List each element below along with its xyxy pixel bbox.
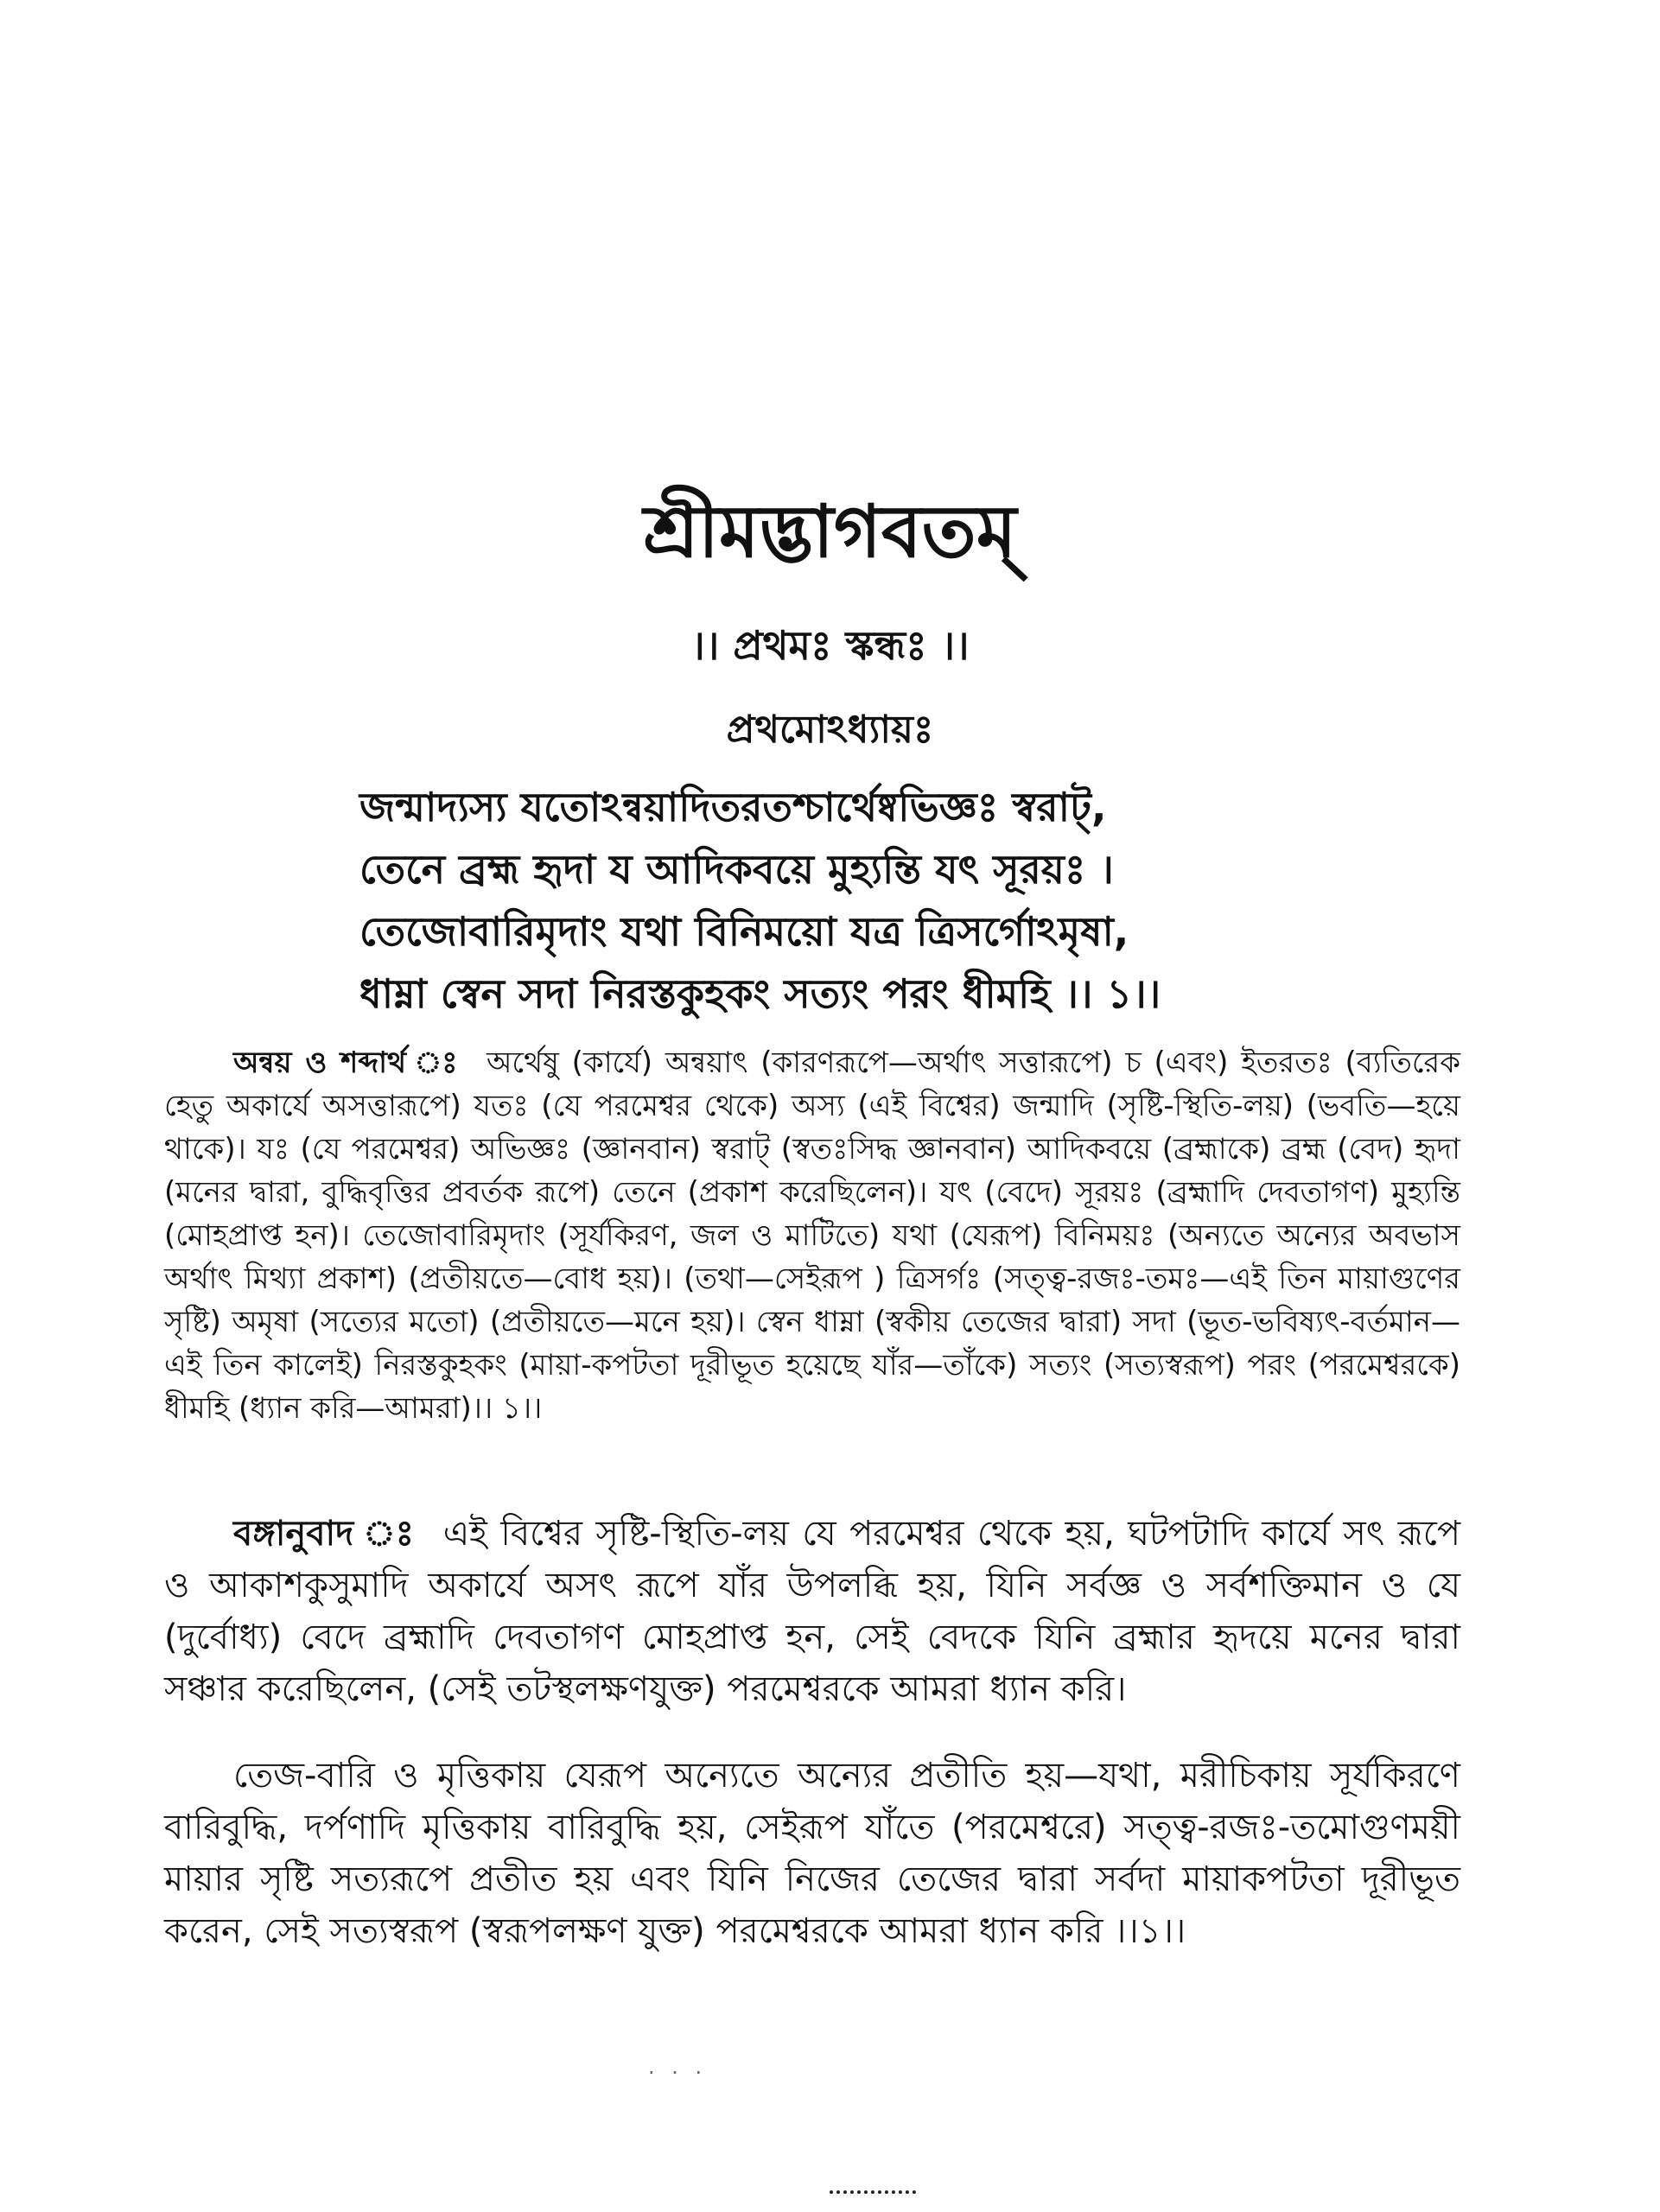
book-title: শ্রীমদ্ভাগবতম্: [643, 489, 1017, 574]
synonyms-paragraph: [164, 1041, 1460, 1430]
verse-line-4: ধাম্না স্বেন সদা নিরস্তকুহকং সত্যং পরং ধীমহি ।। ১।।: [359, 970, 1161, 1017]
synonyms-label: অন্বয় ও শব্দার্থ ঃ: [233, 1046, 461, 1080]
translation-paragraph-1: [164, 1508, 1460, 1715]
translation-label: বঙ্গানুবাদ ঃ: [233, 1514, 417, 1554]
chapter-heading: প্রথমোঽধ্যায়ঃ: [726, 708, 934, 752]
translation-text-1: এই বিশ্বের সৃষ্টি-স্থিতি-লয় যে পরমেশ্বর থেকে হয়, ঘটপটাদি কার্যে সৎ রূপে ও আকাশকুসুমাদি অকার্যে অসৎ রূপে যাঁর উপলব্ধি হয়, যিনি সর্বজ্ঞ ও সর্বশক্তিমান ও যে (দুর্বোধ্য) বেদে ব্রহ্মাদি দেবতাগণ মোহপ্রাপ্ত হন, সেই বেদকে যিনি ব্রহ্মার হৃদয়ে মনের দ্বারা সঞ্চার করেছিলেন, (সেই তটস্থলক্ষণযুক্ত) পরমেশ্বরকে আমরা ধ্যান করি।: [164, 1514, 1460, 1709]
sanskrit-verse: [359, 776, 1353, 1025]
verse-line-3: তেজোবারিমৃদাং যথা বিনিময়ো যত্র ত্রিসর্গোঽমৃষা,: [359, 908, 1129, 955]
translation-text-2: তেজ-বারি ও মৃত্তিকায় যেরূপ অন্যেতে অন্যের প্রতীতি হয়—যথা, মরীচিকায় সূর্যকিরণে বারিবুদ্ধি, দর্পণাদি মৃত্তিকায় বারিবুদ্ধি হয়, সেইরূপ যাঁতে (পরমেশ্বরে) সত্ত্ব-রজঃ-তমোগুণময়ী মায়ার সৃষ্টি সত্যরূপে প্রতীত হয় এবং যিনি নিজের তেজের দ্বারা সর্বদা মায়াকপটতা দূরীভূত করেন, সেই সত্যস্বরূপ (স্বরূপলক্ষণ যুক্ত) পরমেশ্বরকে আমরা ধ্যান করি ।।১।।: [164, 1756, 1460, 1951]
verse-line-1: জন্মাদ্যস্য যতোঽন্বয়াদিতরতশ্চার্থেষ্বভিজ্ঞঃ স্বরাট্,: [359, 784, 1107, 830]
synonyms-text: অর্থেষু (কার্যে) অন্বয়াৎ (কারণরূপে—অর্থাৎ সত্তারূপে) চ (এবং) ইতরতঃ (ব্যতিরেক হেতু অকার্যে অসত্তারূপে) যতঃ (যে পরমেশ্বর থেকে) অস্য (এই বিশ্বের) জন্মাদি (সৃষ্টি-স্থিতি-লয়) (ভবতি—হয়ে থাকে)। যঃ (যে পরমেশ্বর) অভিজ্ঞঃ (জ্ঞানবান) স্বরাট্ (স্বতঃসিদ্ধ জ্ঞানবান) আদিকবয়ে (ব্রহ্মাকে) ব্রহ্ম (বেদ) হৃদা (মনের দ্বারা, বুদ্ধিবৃত্তির প্রবর্তক রূপে) তেনে (প্রকাশ করেছিলেন)। যৎ (বেদে) সূরয়ঃ (ব্রহ্মাদি দেবতাগণ) মুহ্যন্তি (মোহপ্রাপ্ত হন)। তেজোবারিমৃদাং (সূর্যকিরণ, জল ও মাটিতে) যথা (যেরূপ) বিনিময়ঃ (অন্যতে অন্যের অবভাস অর্থাৎ মিথ্যা প্রকাশ) (প্রতীয়তে—বোধ হয়)। (তথা—সেইরূপ ) ত্রিসর্গঃ (সত্ত্ব-রজঃ-তমঃ—এই তিন মায়াগুণের সৃষ্টি) অমৃষা (সত্যের মতো) (প্রতীয়তে—মনে হয়)। স্বেন ধাম্না (স্বকীয় তেজের দ্বারা) সদা (ভূত-ভবিষ্যৎ-বর্তমান—এই তিন কালেই) নিরস্তকুহকং (মায়া-কপটতা দূরীভূত হয়েছে যাঁর—তাঁকে) সত্যং (সত্যস্বরূপ) পরং (পরমেশ্বরকে) ধীমহি (ধ্যান করি—আমরা)।। ১।।: [164, 1046, 1460, 1426]
footer-ornament: [830, 2190, 916, 2201]
canto-heading: ।। প্রথমঃ স্কন্ধঃ ।।: [690, 622, 970, 669]
scan-speck: · · ·: [648, 2061, 708, 2085]
verse-line-2: তেনে ব্রহ্ম হৃদা য আদিকবয়ে মুহ্যন্তি যৎ সূরয়ঃ ।: [359, 846, 1114, 893]
translation-paragraph-2: [164, 1750, 1460, 1957]
